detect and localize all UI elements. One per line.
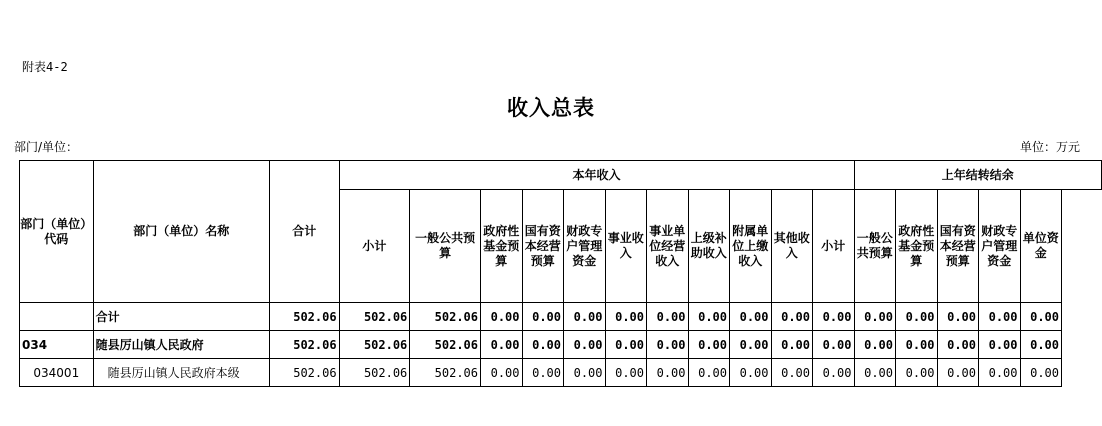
header-co-state-capital: 国有资本经营预算 bbox=[937, 190, 979, 303]
header-cy-general-budget: 一般公共预算 bbox=[410, 190, 481, 303]
row-name: 随县厉山镇人民政府本级 bbox=[93, 359, 269, 387]
header-total: 合计 bbox=[269, 161, 339, 303]
cell-value: 0.00 bbox=[813, 331, 855, 359]
cell-value: 0.00 bbox=[522, 303, 564, 331]
cell-value: 0.00 bbox=[647, 331, 689, 359]
row-code: 034001 bbox=[20, 359, 94, 387]
unit-label: 单位：万元 bbox=[1019, 140, 1080, 154]
row-code bbox=[20, 303, 94, 331]
table-row bbox=[20, 331, 1102, 359]
cell-value: 0.00 bbox=[896, 303, 938, 331]
table-row bbox=[20, 303, 1102, 331]
cell-value: 0.00 bbox=[522, 331, 564, 359]
attachment-note: 附表4-2 bbox=[22, 60, 68, 74]
cell-value: 502.06 bbox=[410, 303, 481, 331]
cell-value: 0.00 bbox=[564, 331, 606, 359]
header-cy-other-income: 其他收入 bbox=[771, 190, 813, 303]
cell-value: 502.06 bbox=[339, 303, 410, 331]
row-code: 034 bbox=[20, 331, 94, 359]
page-title: 收入总表 bbox=[507, 95, 595, 120]
cell-value: 0.00 bbox=[481, 331, 523, 359]
row-total-value: 502.06 bbox=[269, 359, 339, 387]
header-current-year-income: 本年收入 bbox=[339, 161, 854, 190]
header-name: 部门（单位）名称 bbox=[93, 161, 269, 303]
cell-value: 502.06 bbox=[339, 359, 410, 387]
row-name: 随县厉山镇人民政府 bbox=[93, 331, 269, 359]
cell-value: 0.00 bbox=[605, 331, 647, 359]
header-cy-gov-fund: 政府性基金预算 bbox=[481, 190, 523, 303]
header-cy-business-income: 事业收入 bbox=[605, 190, 647, 303]
cell-value: 0.00 bbox=[1020, 303, 1062, 331]
cell-value: 0.00 bbox=[937, 331, 979, 359]
cell-value: 0.00 bbox=[688, 331, 730, 359]
header-cy-state-capital: 国有资本经营预算 bbox=[522, 190, 564, 303]
row-name: 合计 bbox=[93, 303, 269, 331]
cell-value: 0.00 bbox=[688, 359, 730, 387]
cell-value: 0.00 bbox=[605, 359, 647, 387]
cell-value: 0.00 bbox=[522, 359, 564, 387]
cell-value: 0.00 bbox=[647, 359, 689, 387]
cell-value: 0.00 bbox=[564, 303, 606, 331]
header-cy-operating-income: 事业单位经营收入 bbox=[647, 190, 689, 303]
cell-value: 0.00 bbox=[979, 331, 1021, 359]
cell-value: 502.06 bbox=[410, 359, 481, 387]
cell-value: 0.00 bbox=[813, 359, 855, 387]
header-co-general-budget: 一般公共预算 bbox=[854, 190, 896, 303]
table-row bbox=[20, 359, 1102, 387]
cell-value: 0.00 bbox=[1020, 359, 1062, 387]
header-co-gov-fund: 政府性基金预算 bbox=[896, 190, 938, 303]
header-cy-subtotal: 小计 bbox=[339, 190, 410, 303]
cell-value: 0.00 bbox=[896, 359, 938, 387]
cell-value: 0.00 bbox=[730, 331, 772, 359]
cell-value: 0.00 bbox=[771, 359, 813, 387]
cell-value: 0.00 bbox=[1020, 331, 1062, 359]
header-row-groups bbox=[20, 161, 1102, 190]
cell-value: 0.00 bbox=[854, 303, 896, 331]
header-cy-superior-subsidy: 上级补助收入 bbox=[688, 190, 730, 303]
cell-value: 0.00 bbox=[605, 303, 647, 331]
header-code: 部门（单位）代码 bbox=[20, 161, 94, 303]
cell-value: 0.00 bbox=[771, 303, 813, 331]
cell-value: 0.00 bbox=[688, 303, 730, 331]
cell-value: 0.00 bbox=[896, 331, 938, 359]
header-cy-affiliate-remit: 附属单位上缴收入 bbox=[730, 190, 772, 303]
header-co-subtotal: 小计 bbox=[813, 190, 855, 303]
cell-value: 0.00 bbox=[854, 331, 896, 359]
cell-value: 0.00 bbox=[730, 359, 772, 387]
header-prior-year-carryover: 上年结转结余 bbox=[854, 161, 1101, 190]
cell-value: 0.00 bbox=[979, 359, 1021, 387]
header-co-unit-funds: 单位资金 bbox=[1020, 190, 1062, 303]
income-summary-table bbox=[19, 160, 1102, 387]
department-label: 部门/单位： bbox=[14, 140, 79, 154]
cell-value: 0.00 bbox=[937, 303, 979, 331]
cell-value: 502.06 bbox=[339, 331, 410, 359]
cell-value: 0.00 bbox=[647, 303, 689, 331]
row-total-value: 502.06 bbox=[269, 303, 339, 331]
header-co-special-account: 财政专户管理资金 bbox=[979, 190, 1021, 303]
row-total-value: 502.06 bbox=[269, 331, 339, 359]
cell-value: 0.00 bbox=[813, 303, 855, 331]
cell-value: 0.00 bbox=[937, 359, 979, 387]
cell-value: 0.00 bbox=[771, 331, 813, 359]
cell-value: 0.00 bbox=[854, 359, 896, 387]
cell-value: 502.06 bbox=[410, 331, 481, 359]
cell-value: 0.00 bbox=[564, 359, 606, 387]
header-cy-special-account: 财政专户管理资金 bbox=[564, 190, 606, 303]
cell-value: 0.00 bbox=[979, 303, 1021, 331]
cell-value: 0.00 bbox=[481, 359, 523, 387]
cell-value: 0.00 bbox=[481, 303, 523, 331]
cell-value: 0.00 bbox=[730, 303, 772, 331]
